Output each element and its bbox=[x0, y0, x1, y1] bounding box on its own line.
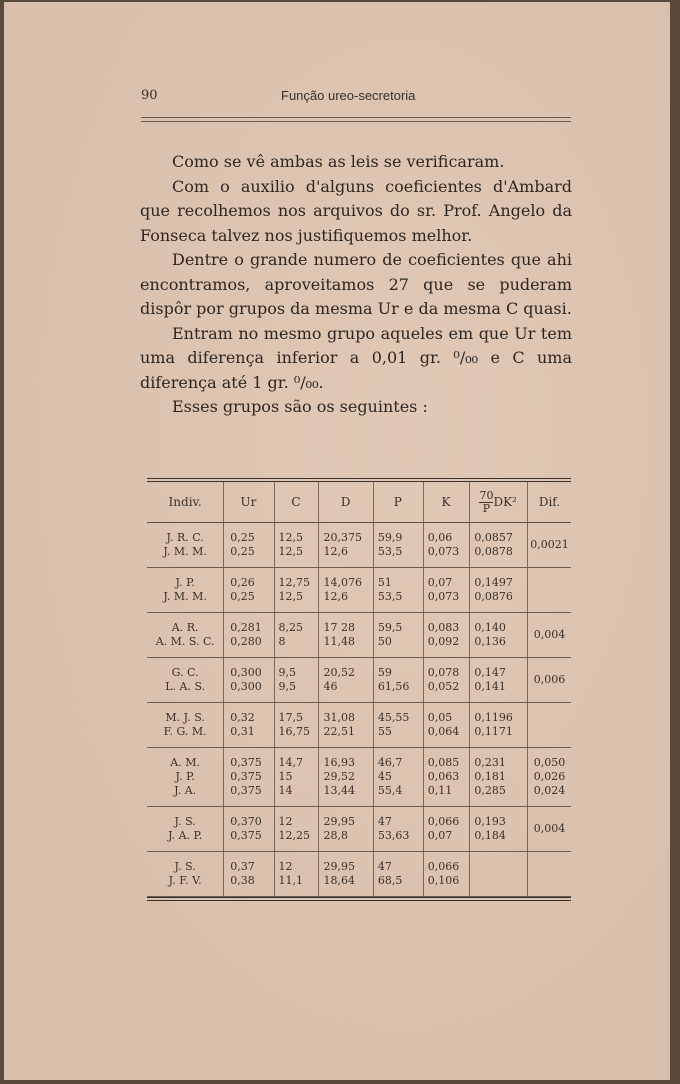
cell-dif bbox=[528, 703, 572, 748]
cell-p bbox=[373, 852, 423, 897]
dk-fraction-denominator: P bbox=[482, 501, 491, 515]
header-rule bbox=[141, 117, 571, 118]
cell-value: 0,375 bbox=[230, 770, 262, 783]
cell-value: 17,5 bbox=[278, 711, 303, 724]
cell-value: 17 28 bbox=[323, 621, 355, 634]
table-row bbox=[147, 807, 571, 852]
cell-value: 0,092 bbox=[427, 635, 460, 648]
cell-k bbox=[423, 807, 470, 852]
cell-value: 14 bbox=[278, 784, 293, 797]
cell-k bbox=[423, 613, 470, 658]
cell-value: 0,231 bbox=[474, 756, 506, 769]
cell-value: 0,193 bbox=[474, 815, 506, 828]
cell-value: 14,076 bbox=[323, 576, 362, 589]
cell-value: 0,1196 bbox=[474, 711, 513, 724]
cell-value: 0,147 bbox=[474, 666, 506, 679]
cell-value: 0,085 bbox=[427, 756, 460, 769]
cell-value: 22,51 bbox=[323, 725, 355, 738]
cell-value: 46 bbox=[323, 680, 338, 693]
cell-value: J. A. bbox=[174, 784, 197, 797]
paragraph: Esses grupos são os seguintes : bbox=[172, 397, 428, 416]
table-row bbox=[147, 613, 571, 658]
cell-dk bbox=[470, 568, 528, 613]
cell-value: 0,25 bbox=[230, 545, 255, 558]
cell-value: 0,375 bbox=[230, 829, 262, 842]
cell-value: 46,7 bbox=[377, 756, 403, 769]
header-d: D bbox=[319, 482, 373, 523]
cell-ur bbox=[224, 703, 274, 748]
cell-value: J. S. bbox=[174, 815, 196, 828]
cell-value: 0,066 bbox=[427, 815, 460, 828]
cell-indiv bbox=[147, 807, 224, 852]
cell-indiv bbox=[147, 523, 224, 568]
cell-value: 53,63 bbox=[377, 829, 410, 842]
cell-value: 13,44 bbox=[323, 784, 355, 797]
cell-value: F. G. M. bbox=[163, 725, 207, 738]
cell-value: 0,073 bbox=[427, 545, 460, 558]
cell-d bbox=[319, 703, 373, 748]
cell-value: 51 bbox=[377, 576, 392, 589]
cell-value: 0,0021 bbox=[530, 538, 569, 551]
cell-dif bbox=[528, 807, 572, 852]
cell-p bbox=[373, 807, 423, 852]
cell-dk bbox=[470, 658, 528, 703]
cell-k bbox=[423, 852, 470, 897]
cell-value: 0,066 bbox=[427, 860, 460, 873]
cell-value: 12,6 bbox=[323, 590, 348, 603]
dk-fraction-numerator: 70 bbox=[479, 488, 494, 502]
cell-value: 45,55 bbox=[377, 711, 410, 724]
header-indiv: Indiv. bbox=[147, 482, 224, 523]
cell-dk bbox=[470, 523, 528, 568]
cell-indiv bbox=[147, 852, 224, 897]
cell-c bbox=[274, 658, 319, 703]
cell-value: 50 bbox=[377, 635, 392, 648]
cell-value: 0,06 bbox=[427, 531, 453, 544]
cell-value: 0,25 bbox=[230, 531, 255, 544]
cell-value: A. R. bbox=[171, 621, 199, 634]
cell-k bbox=[423, 523, 470, 568]
cell-c bbox=[274, 852, 319, 897]
cell-value: 16,75 bbox=[278, 725, 310, 738]
cell-value: 0,024 bbox=[533, 784, 566, 797]
cell-dk bbox=[470, 613, 528, 658]
cell-value: 8 bbox=[278, 635, 286, 648]
cell-c bbox=[274, 568, 319, 613]
cell-value: 55 bbox=[377, 725, 392, 738]
cell-dk bbox=[470, 703, 528, 748]
cell-indiv bbox=[147, 748, 224, 807]
cell-ur bbox=[224, 852, 274, 897]
data-table bbox=[147, 478, 571, 901]
header-k: K bbox=[423, 482, 470, 523]
cell-indiv bbox=[147, 613, 224, 658]
cell-value: 0,1497 bbox=[474, 576, 513, 589]
cell-value: 0,375 bbox=[230, 756, 262, 769]
cell-p bbox=[373, 658, 423, 703]
cell-value: 0,280 bbox=[230, 635, 262, 648]
cell-value: 0,141 bbox=[474, 680, 506, 693]
cell-value: 0,184 bbox=[474, 829, 506, 842]
cell-c bbox=[274, 613, 319, 658]
cell-value: 0,07 bbox=[427, 576, 453, 589]
cell-value: 0,0857 bbox=[474, 531, 513, 544]
paragraph: Com o auxilio d'alguns coeficientes d'Ambard que recolhemos nos arquivos do sr. Prof. Angelo da Fonseca talvez nos justifiquemos melhor. bbox=[140, 176, 572, 245]
cell-value: 12,6 bbox=[323, 545, 348, 558]
cell-value: J. P. bbox=[175, 770, 195, 783]
running-title: Função ureo-secretoria bbox=[281, 88, 416, 103]
paragraph: Dentre o grande numero de coeficientes que ahi encontramos, aproveitamos 27 que se puderam dispôr por grupos da mesma Ur e da mesma C quasi. bbox=[140, 250, 572, 318]
cell-value: 0,300 bbox=[230, 666, 262, 679]
cell-value: 53,5 bbox=[377, 590, 403, 603]
cell-value: 28,8 bbox=[323, 829, 348, 842]
cell-value: 0,07 bbox=[427, 829, 453, 842]
cell-value: 59,9 bbox=[377, 531, 403, 544]
cell-value: 0,285 bbox=[474, 784, 506, 797]
cell-value: A. M. S. C. bbox=[155, 635, 215, 648]
dk-suffix: DK² bbox=[493, 494, 517, 509]
table-row bbox=[147, 658, 571, 703]
cell-d bbox=[319, 748, 373, 807]
cell-c bbox=[274, 748, 319, 807]
cell-d bbox=[319, 658, 373, 703]
cell-dif bbox=[528, 568, 572, 613]
cell-value: 15 bbox=[278, 770, 293, 783]
cell-value: 29,52 bbox=[323, 770, 355, 783]
cell-indiv bbox=[147, 703, 224, 748]
table-header-row bbox=[147, 482, 571, 523]
cell-dif bbox=[528, 658, 572, 703]
cell-value: 0,052 bbox=[427, 680, 460, 693]
header-c: C bbox=[274, 482, 319, 523]
cell-value: 0,26 bbox=[230, 576, 255, 589]
cell-value: 9,5 bbox=[278, 680, 296, 693]
cell-value: 61,56 bbox=[377, 680, 410, 693]
cell-value: 12,25 bbox=[278, 829, 310, 842]
cell-value: J. M. M. bbox=[163, 545, 207, 558]
header-dk bbox=[470, 482, 528, 523]
cell-dif bbox=[528, 523, 572, 568]
table-body bbox=[147, 523, 571, 897]
table-bottom-rule bbox=[147, 897, 571, 901]
cell-value: 0,38 bbox=[230, 874, 255, 887]
table-row bbox=[147, 568, 571, 613]
cell-value: 12,75 bbox=[278, 576, 310, 589]
cell-d bbox=[319, 807, 373, 852]
cell-value: 12,5 bbox=[278, 545, 303, 558]
cell-dif bbox=[528, 613, 572, 658]
cell-value: G. C. bbox=[171, 666, 199, 679]
cell-value: 0,063 bbox=[427, 770, 460, 783]
cell-indiv bbox=[147, 568, 224, 613]
cell-value: 55,4 bbox=[377, 784, 403, 797]
cell-value: 59 bbox=[377, 666, 392, 679]
cell-d bbox=[319, 568, 373, 613]
cell-value: 9,5 bbox=[278, 666, 296, 679]
cell-value: 0,31 bbox=[230, 725, 255, 738]
cell-dk bbox=[470, 852, 528, 897]
cell-ur bbox=[224, 523, 274, 568]
cell-value: 0,300 bbox=[230, 680, 262, 693]
cell-value: L. A. S. bbox=[165, 680, 206, 693]
page-number: 90 bbox=[141, 88, 158, 103]
cell-value: 0,073 bbox=[427, 590, 460, 603]
cell-p bbox=[373, 613, 423, 658]
cell-k bbox=[423, 658, 470, 703]
cell-value: 0,140 bbox=[474, 621, 506, 634]
cell-value: M. J. S. bbox=[165, 711, 205, 724]
cell-value: 0,11 bbox=[427, 784, 453, 797]
cell-value: 0,281 bbox=[230, 621, 262, 634]
cell-p bbox=[373, 568, 423, 613]
cell-d bbox=[319, 523, 373, 568]
cell-value: 20,375 bbox=[323, 531, 362, 544]
cell-value: 0,0876 bbox=[474, 590, 513, 603]
cell-value: J. A. P. bbox=[168, 829, 203, 842]
dk-fraction bbox=[479, 490, 493, 515]
cell-value: 0,064 bbox=[427, 725, 460, 738]
cell-value: 12 bbox=[278, 860, 293, 873]
header-rule-second bbox=[141, 121, 571, 122]
cell-value: 0,1171 bbox=[474, 725, 513, 738]
cell-value: 0,106 bbox=[427, 874, 460, 887]
cell-value: 0,0878 bbox=[474, 545, 513, 558]
cell-value: J. S. bbox=[174, 860, 196, 873]
cell-value: 0,05 bbox=[427, 711, 453, 724]
cell-value: 0,004 bbox=[533, 628, 566, 641]
paragraph: Entram no mesmo grupo aqueles em que Ur tem uma diferença inferior a 0,01 gr. ⁰/₀₀ e C uma diferença até 1 gr. ⁰/₀₀. bbox=[140, 323, 572, 392]
cell-dk bbox=[470, 807, 528, 852]
cell-value: 0,370 bbox=[230, 815, 262, 828]
body-text bbox=[140, 150, 572, 420]
cell-value: 11,48 bbox=[323, 635, 355, 648]
cell-value: 45 bbox=[377, 770, 392, 783]
cell-d bbox=[319, 613, 373, 658]
cell-value: 0,25 bbox=[230, 590, 255, 603]
cell-value: 11,1 bbox=[278, 874, 303, 887]
cell-value: 16,93 bbox=[323, 756, 355, 769]
cell-value: 47 bbox=[377, 860, 392, 873]
cell-value: 47 bbox=[377, 815, 392, 828]
header-dif: Dif. bbox=[528, 482, 572, 523]
cell-dif bbox=[528, 748, 572, 807]
cell-value: 29,95 bbox=[323, 815, 355, 828]
cell-value: 12 bbox=[278, 815, 293, 828]
cell-value: 18,64 bbox=[323, 874, 355, 887]
cell-value: 31,08 bbox=[323, 711, 355, 724]
cell-dif bbox=[528, 852, 572, 897]
cell-value: 59,5 bbox=[377, 621, 403, 634]
header-p: P bbox=[373, 482, 423, 523]
cell-c bbox=[274, 703, 319, 748]
cell-ur bbox=[224, 613, 274, 658]
cell-value: J. R. C. bbox=[166, 531, 204, 544]
table-row bbox=[147, 703, 571, 748]
cell-c bbox=[274, 807, 319, 852]
cell-value: J. P. bbox=[175, 576, 195, 589]
cell-c bbox=[274, 523, 319, 568]
cell-value: J. M. M. bbox=[163, 590, 207, 603]
cell-value: 53,5 bbox=[377, 545, 403, 558]
cell-ur bbox=[224, 807, 274, 852]
table-row bbox=[147, 748, 571, 807]
table-row bbox=[147, 852, 571, 897]
cell-p bbox=[373, 748, 423, 807]
table-row bbox=[147, 523, 571, 568]
cell-value: 0,375 bbox=[230, 784, 262, 797]
cell-value: 29,95 bbox=[323, 860, 355, 873]
cell-value: J. F. V. bbox=[168, 874, 202, 887]
cell-ur bbox=[224, 658, 274, 703]
cell-value: 8,25 bbox=[278, 621, 303, 634]
cell-value: 0,083 bbox=[427, 621, 460, 634]
cell-k bbox=[423, 748, 470, 807]
cell-value: 12,5 bbox=[278, 531, 303, 544]
cell-indiv bbox=[147, 658, 224, 703]
cell-value: 0,026 bbox=[533, 770, 566, 783]
cell-value: 20,52 bbox=[323, 666, 355, 679]
cell-p bbox=[373, 523, 423, 568]
cell-value: 0,32 bbox=[230, 711, 255, 724]
cell-value: A. M. bbox=[170, 756, 200, 769]
cell-value: 14,7 bbox=[278, 756, 303, 769]
cell-ur bbox=[224, 568, 274, 613]
cell-p bbox=[373, 703, 423, 748]
cell-value: 0,004 bbox=[533, 822, 566, 835]
cell-value: 12,5 bbox=[278, 590, 303, 603]
cell-value: 0,37 bbox=[230, 860, 255, 873]
cell-ur bbox=[224, 748, 274, 807]
cell-k bbox=[423, 568, 470, 613]
cell-k bbox=[423, 703, 470, 748]
cell-value: 0,006 bbox=[533, 673, 566, 686]
paragraph: Como se vê ambas as leis se verificaram. bbox=[172, 152, 505, 171]
cell-dk bbox=[470, 748, 528, 807]
cell-value: 0,050 bbox=[533, 756, 566, 769]
cell-value: 0,078 bbox=[427, 666, 460, 679]
cell-value: 0,181 bbox=[474, 770, 506, 783]
header-ur: Ur bbox=[224, 482, 274, 523]
cell-value: 68,5 bbox=[377, 874, 403, 887]
cell-value: 0,136 bbox=[474, 635, 506, 648]
cell-d bbox=[319, 852, 373, 897]
